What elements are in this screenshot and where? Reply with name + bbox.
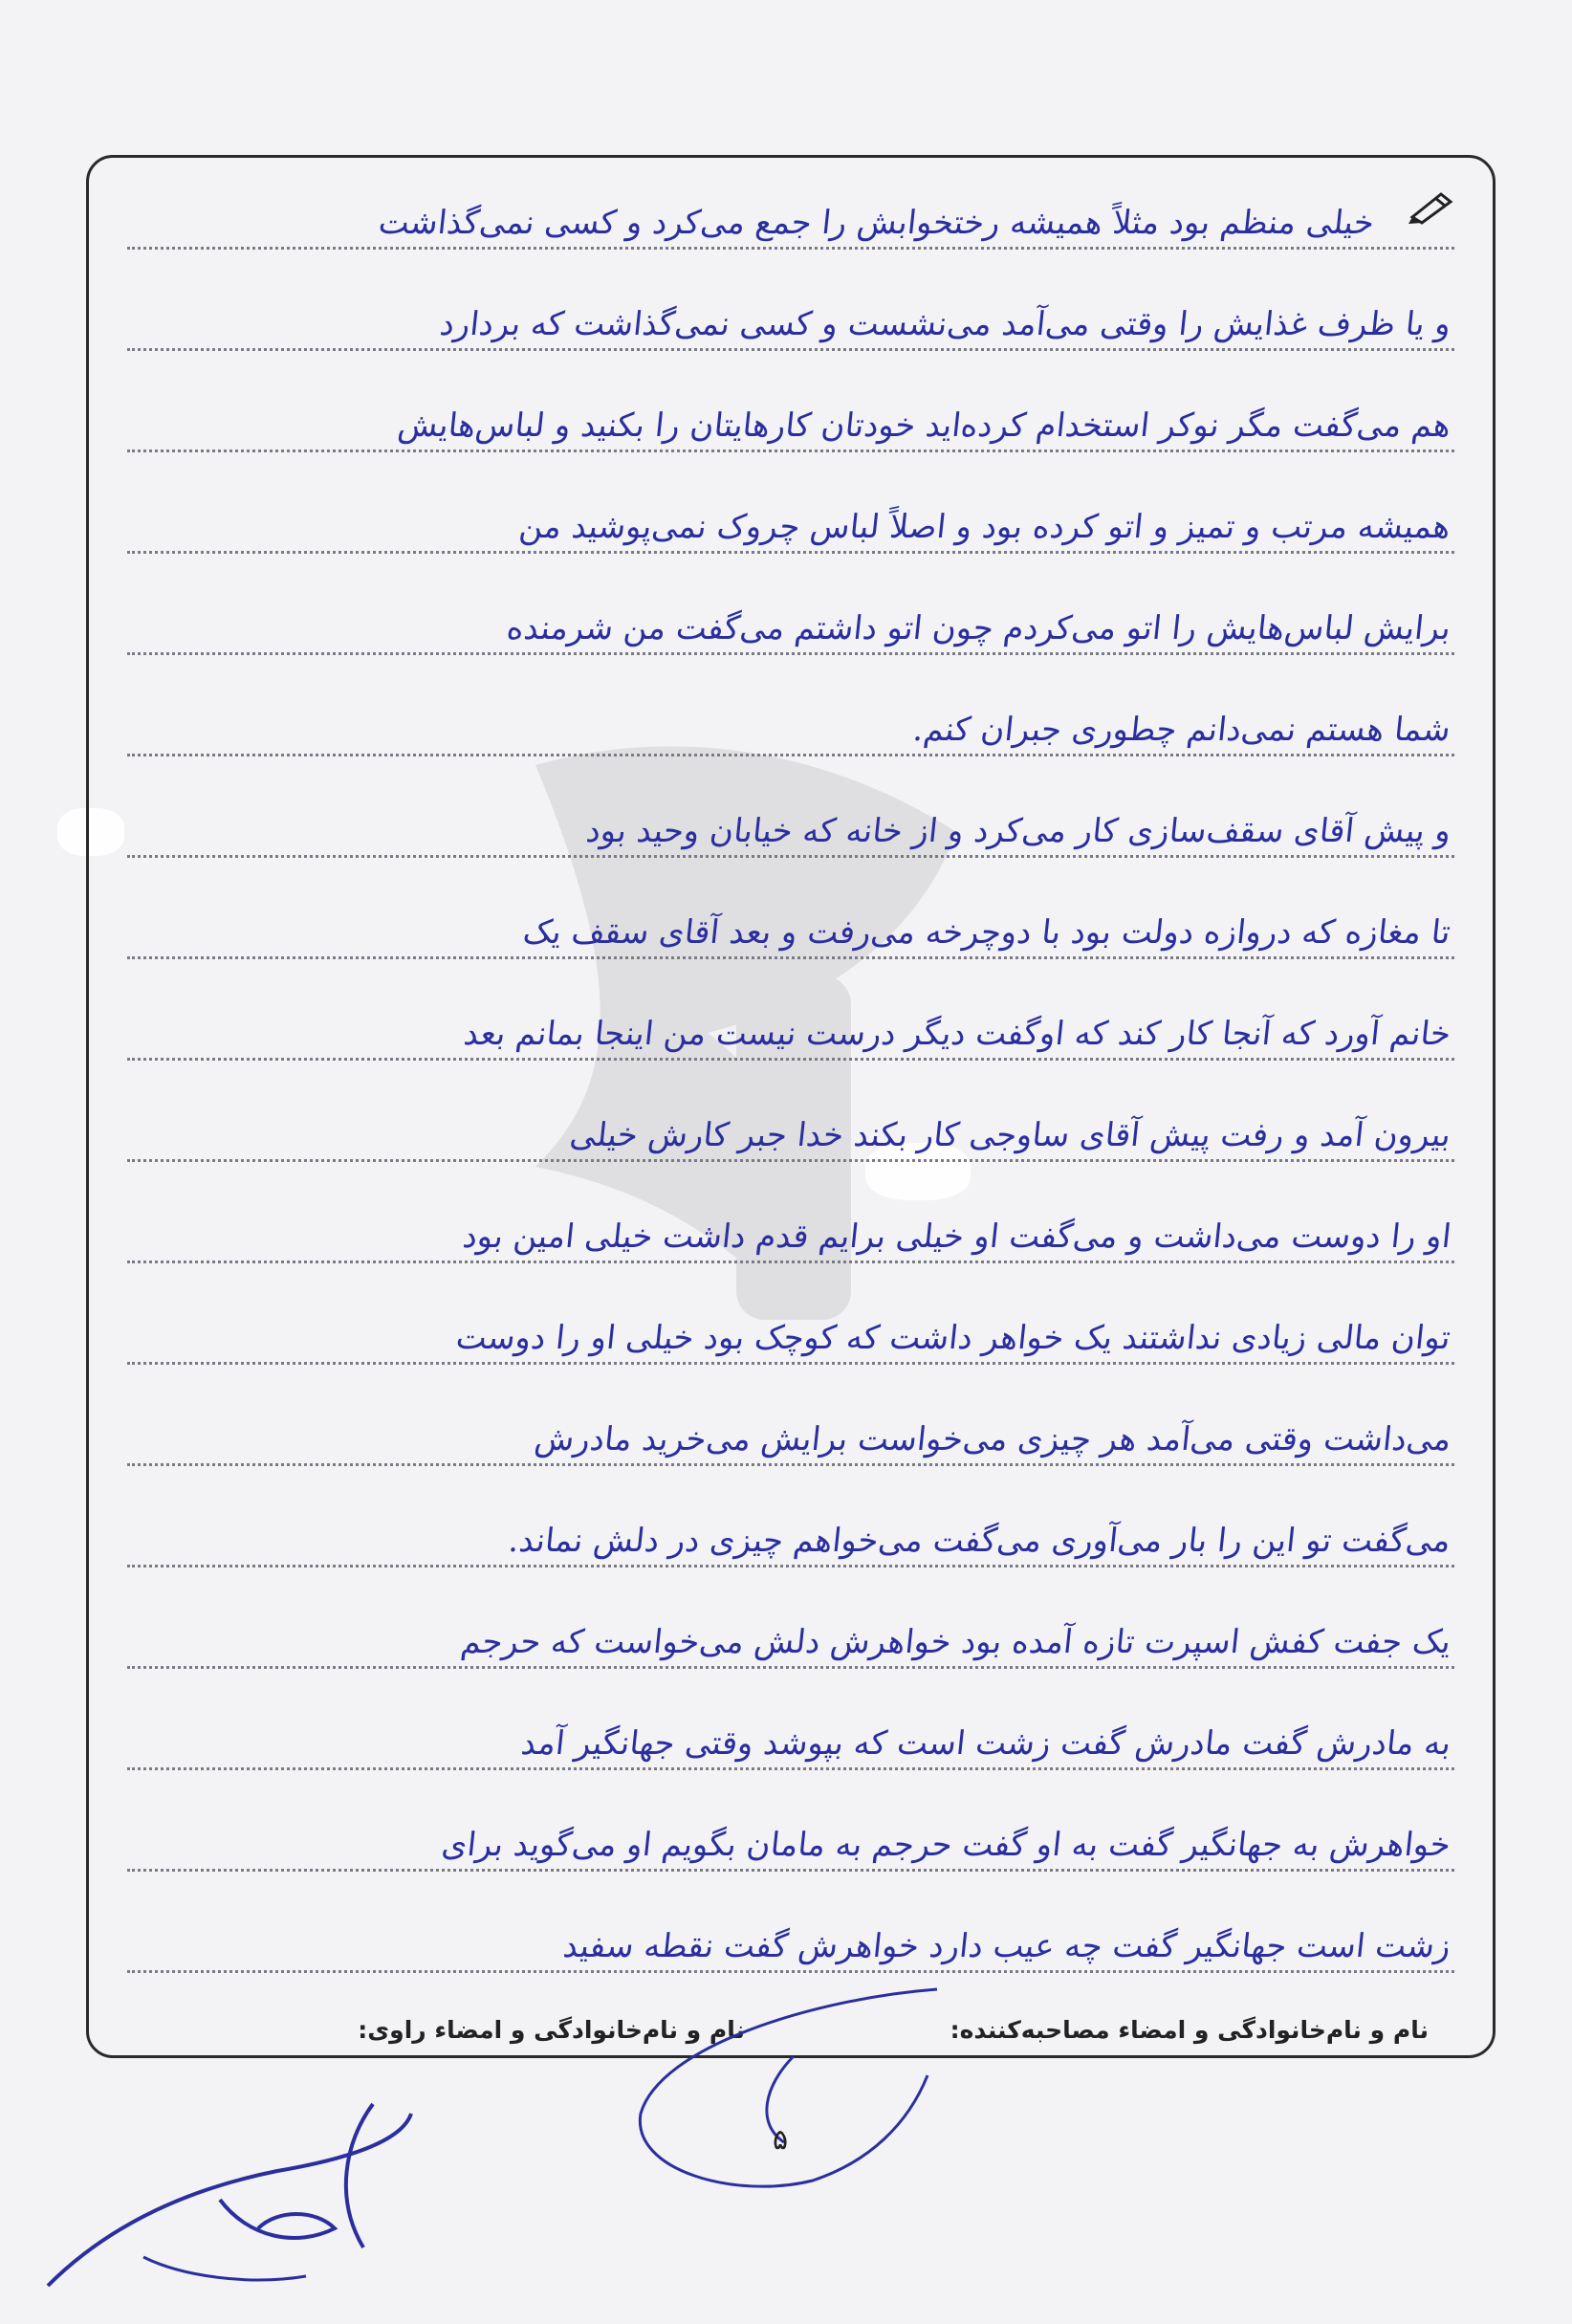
line-text: می‌داشت وقتی می‌آمد هر چیزی می‌خواست برایش می‌خرید مادرش: [532, 1419, 1453, 1458]
interviewer-signature-label: نام و نام‌خانوادگی و امضاء مصاحبه‌کننده:: [950, 2016, 1429, 2044]
text-line: [127, 867, 1454, 959]
line-text: و یا ظرف غذایش را وقتی می‌آمد می‌نشست و کسی نمی‌گذاشت که بردارد: [437, 304, 1453, 343]
text-line: [127, 1881, 1454, 1973]
text-line: [127, 766, 1454, 858]
line-text: برایش لباس‌هایش را اتو می‌کردم چون اتو داشتم می‌گفت من شرمنده: [505, 608, 1453, 647]
line-text: خیلی منظم بود مثلاً همیشه رختخوابش را جمع می‌کرد و کسی نمی‌گذاشت: [377, 203, 1377, 242]
line-text: می‌گفت تو این را بار می‌آوری می‌گفت می‌خواهم چیزی در دلش نماند.: [507, 1521, 1453, 1560]
line-text: یک جفت کفش اسپرت تازه آمده بود خواهرش دلش می‌خواست که حرجم: [458, 1622, 1453, 1661]
line-text: زشت است جهانگیر گفت چه عیب دارد خواهرش گفت نقطه سفید: [561, 1926, 1453, 1965]
text-line: [127, 1374, 1454, 1466]
line-text: توان مالی زیادی نداشتند یک خواهر داشت که کوچک بود خیلی او را دوست: [454, 1318, 1453, 1357]
line-text: بیرون آمد و رفت پیش آقای ساوجی کار بکند خدا جبر کارش خیلی: [568, 1115, 1453, 1154]
line-text: خانم آورد که آنجا کار کند که اوگفت دیگر درست نیست من اینجا بمانم بعد: [461, 1014, 1453, 1053]
handwritten-lines: [127, 158, 1454, 2055]
line-text: به مادرش گفت مادرش گفت زشت است که بپوشد وقتی جهانگیر آمد: [518, 1723, 1453, 1763]
text-line: [127, 1273, 1454, 1365]
page-number: ۵: [773, 2123, 789, 2157]
text-line: [127, 969, 1454, 1061]
text-line: [127, 361, 1454, 452]
text-line: [127, 1678, 1454, 1770]
text-line: [127, 1577, 1454, 1669]
text-line: [127, 1070, 1454, 1162]
line-text: و پیش آقای سقف‌سازی کار می‌کرد و از خانه که خیابان وحید بود: [583, 811, 1453, 850]
line-text: خواهرش به جهانگیر گفت به او گفت حرجم به مامان بگویم او می‌گوید برای: [440, 1825, 1453, 1864]
line-text: شما هستم نمی‌دانم چطوری جبران کنم.: [911, 710, 1453, 749]
interviewer-signature: [622, 1970, 956, 2209]
line-text: او را دوست می‌داشت و می‌گفت او خیلی برایم قدم داشت خیلی امین بود: [460, 1217, 1453, 1256]
line-text: هم می‌گفت مگر نوکر استخدام کرده‌اید خودتان کارهایتان را بکنید و لباس‌هایش: [396, 406, 1453, 445]
narrator-signature: [29, 2085, 430, 2314]
text-line: [127, 462, 1454, 554]
text-line: [127, 259, 1454, 351]
line-text: همیشه مرتب و تمیز و اتو کرده بود و اصلاً لباس چروک نمی‌پوشید من: [517, 507, 1453, 546]
page-frame: [86, 155, 1496, 2058]
text-line: [127, 1476, 1454, 1568]
text-line: [127, 665, 1454, 756]
text-line: [127, 563, 1454, 655]
text-line: [127, 158, 1454, 250]
line-text: تا مغازه که دروازه دولت بود با دوچرخه می‌رفت و بعد آقای سقف یک: [521, 912, 1453, 952]
text-line: [127, 1780, 1454, 1872]
narrator-signature-label: نام و نام‌خانوادگی و امضاء راوی:: [358, 2016, 745, 2044]
text-line: [127, 1172, 1454, 1263]
